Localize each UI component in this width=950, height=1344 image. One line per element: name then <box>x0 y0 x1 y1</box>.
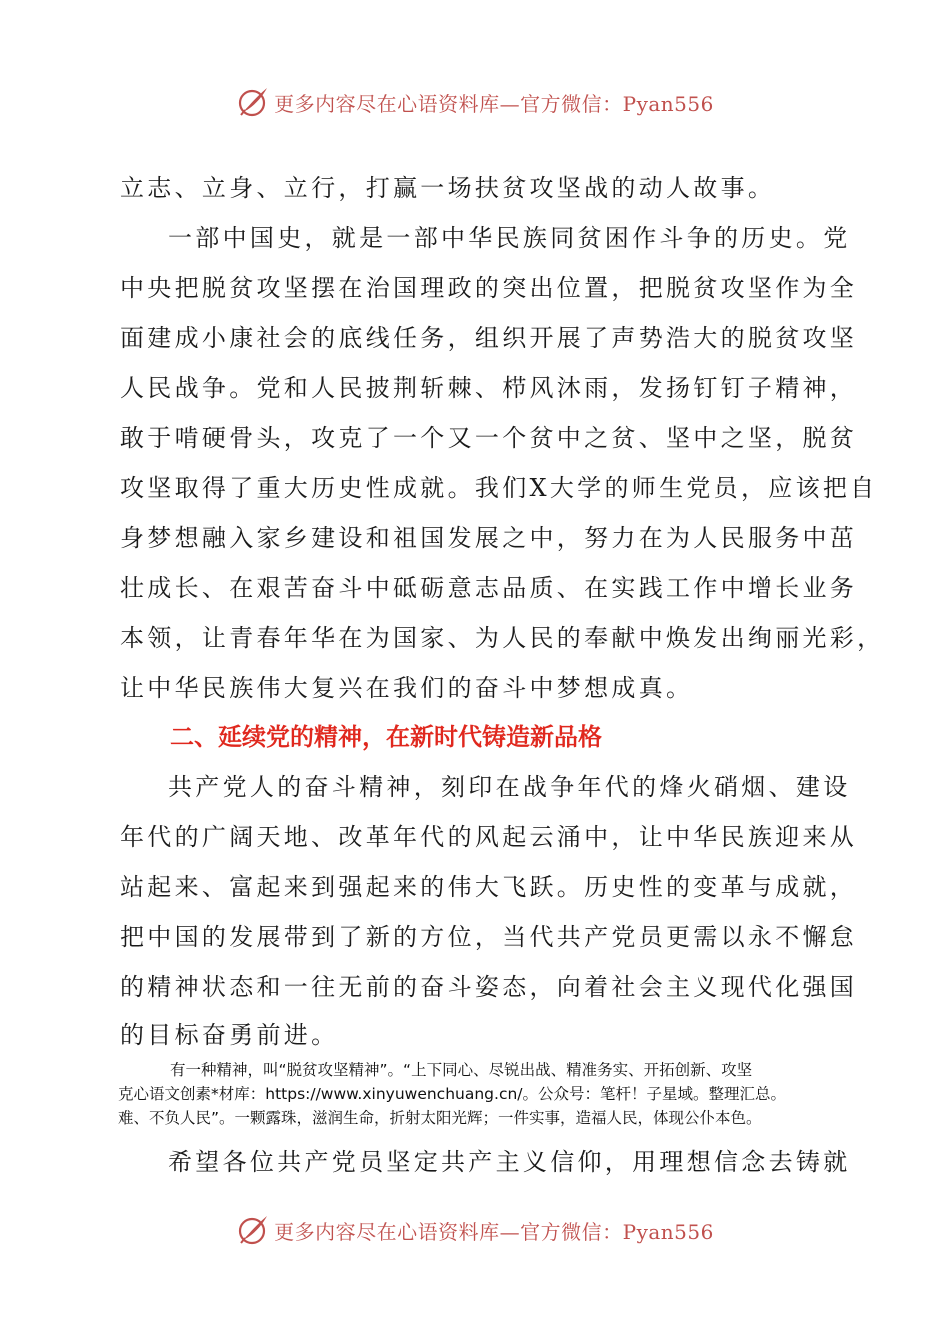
section-heading: 二、延续党的精神，在新时代铸造新品格 <box>170 723 602 751</box>
paragraph-line: 立志、立身、立行，打赢一场扶贫攻坚战的动人故事。 <box>120 174 776 202</box>
paragraph-line: 中央把脱贫攻坚摆在治国理政的突出位置，把脱贫攻坚作为全 <box>120 274 858 302</box>
paragraph-line: 一部中国史，就是一部中华民族同贫困作斗争的历史。党 <box>168 224 851 252</box>
paragraph-line: 攻坚取得了重大历史性成就。我们X大学的师生党员，应该把自 <box>120 474 878 502</box>
quill-logo-icon <box>236 1213 270 1247</box>
paragraph-line: 共产党人的奋斗精神，刻印在战争年代的烽火硝烟、建设 <box>168 773 851 801</box>
paragraph-line: 面建成小康社会的底线任务，组织开展了声势浩大的脱贫攻坚 <box>120 324 858 352</box>
note-line: 难、不负人民”。一颗露珠，滋润生命，折射太阳光辉；一件实事，造福人民，体现公仆本色。 <box>118 1109 762 1127</box>
banner-text: 更多内容尽在心语资料库—官方微信：Pyan556 <box>274 1219 714 1244</box>
paragraph-line: 站起来、富起来到强起来的伟大飞跃。历史性的变革与成就， <box>120 873 858 901</box>
note-line: 有一种精神，叫“脱贫攻坚精神”。“上下同心、尽锐出战、精准务实、开拓创新、攻坚 <box>170 1061 753 1079</box>
paragraph-line: 本领，让青春年华在为国家、为人民的奉献中焕发出绚丽光彩， <box>120 624 885 652</box>
paragraph-line: 身梦想融入家乡建设和祖国发展之中，努力在为人民服务中茁 <box>120 524 858 552</box>
paragraph-line: 的精神状态和一往无前的奋斗姿态，向着社会主义现代化强国 <box>120 973 858 1001</box>
paragraph-line: 让中华民族伟大复兴在我们的奋斗中梦想成真。 <box>120 674 694 702</box>
note-line: 克心语文创素*材库：https://www.xinyuwenchuang.cn/。公众号：笔杆！子星域。整理汇总。 <box>118 1085 787 1103</box>
header-banner <box>0 82 950 122</box>
paragraph-line: 人民战争。党和人民披荆斩棘、栉风沐雨，发扬钉钉子精神， <box>120 374 858 402</box>
paragraph-line: 的目标奋勇前进。 <box>120 1021 339 1049</box>
footer-banner <box>0 1210 950 1250</box>
paragraph-line: 把中国的发展带到了新的方位，当代共产党员更需以永不懈怠 <box>120 923 858 951</box>
banner-text: 更多内容尽在心语资料库—官方微信：Pyan556 <box>274 91 714 116</box>
paragraph-line: 希望各位共产党员坚定共产主义信仰，用理想信念去铸就 <box>168 1148 851 1176</box>
paragraph-line: 年代的广阔天地、改革年代的风起云涌中，让中华民族迎来从 <box>120 823 858 851</box>
paragraph-line: 壮成长、在艰苦奋斗中砥砺意志品质、在实践工作中增长业务 <box>120 574 858 602</box>
quill-logo-icon <box>236 85 270 119</box>
paragraph-line: 敢于啃硬骨头，攻克了一个又一个贫中之贫、坚中之坚，脱贫 <box>120 424 858 452</box>
